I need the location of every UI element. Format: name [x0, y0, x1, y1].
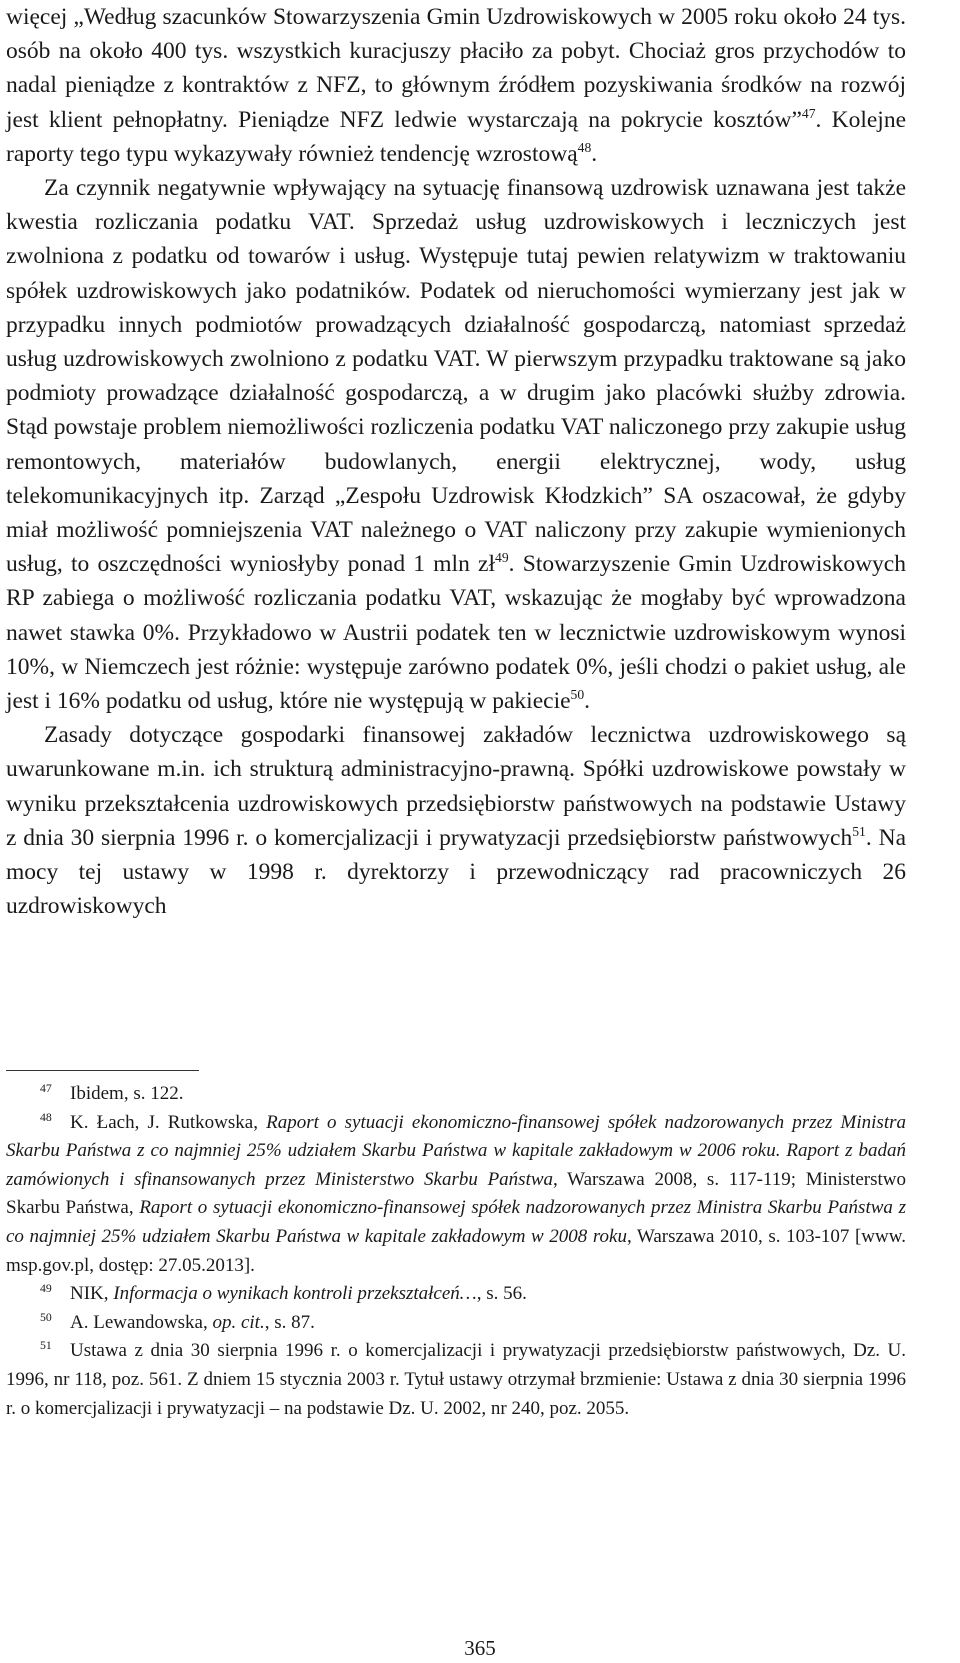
footnote-separator: [6, 1070, 199, 1071]
text-run: , Warszawa 2010, s. 103-107 [www. msp.gov.pl, dostęp: 27.05.2013].: [6, 1225, 906, 1276]
text-run: K. Łach, J. Rutkowska,: [70, 1111, 267, 1133]
text-run: Zasady dotyczące gospodarki finansowej zakładów lecznictwa uzdrowiskowego są uwarunkowane m.in. ich strukturą administracyjno-prawną. Spółki uzdrowiskowe powstały w wyniku przekształcenia uzdrowiskowych przedsiębiorstw państwowych na podstawie Ustawy z dnia 30 sierpnia 1996 r. o komercjalizacji i prywatyzacji przedsiębiorstw państwowych: [6, 722, 906, 851]
italic-title: op. cit.: [212, 1311, 265, 1333]
footnote-50: 50 A. Lewandowska, op. cit., s. 87.: [40, 1310, 315, 1333]
footnote-ref: 49: [495, 550, 509, 566]
footnote-51: 51 Ustawa z dnia 30 sierpnia 1996 r. o komercjalizacji i prywatyzacji przedsiębiorstw państwowych, Dz. U. 1996, nr 118, poz. 561. Z dniem 15 stycznia 2003 r. Tytuł ustawy otrzymał brzmienie: Ustawa z dnia 30 sierpnia 1996 r. o komercjalizacji i prywatyzacji – na podstawie Dz. U. 2002, nr 240, poz. 2055.: [6, 1339, 906, 1419]
footnote-ref: 48: [577, 139, 592, 155]
footnote-ref: 51: [852, 824, 866, 840]
text-run: . Stowarzyszenie Gmin Uzdrowiskowych RP zabiega o możliwość rozliczania podatku VAT, wskazując że mogłaby być wprowadzona nawet stawka 0%. Przykładowo w Austrii podatek ten w lecznictwie uzdrowiskowym wynosi 10%, w Niemczech jest różnie: występuje zarówno podatek 0%, jeśli chodzi o pakiet usług, ale jest i 16% podatku od usług, które nie występują w pakiecie: [6, 551, 906, 715]
paragraph-3: [6, 718, 906, 923]
text-run: . Na mocy tej ustawy w 1998 r. dyrektorzy i przewodniczący rad pracowniczych 26 uzdrowiskowych: [6, 824, 907, 920]
text-run: Ibidem, s. 122.: [70, 1083, 184, 1104]
body-text: [6, 0, 906, 923]
text-run: NIK,: [70, 1283, 114, 1305]
italic-title: Raport o sytuacji ekonomiczno-finansowej spółek nadzorowanych przez Ministra Skarbu Państwa z co najmniej 25% udziałem Skarbu Państwa w kapitale zakładowym w 2008 roku: [6, 1197, 907, 1247]
text-run: . Kolejne raporty tego typu wykazywały również tendencję wzrostową: [6, 106, 907, 167]
footnote-49: 49 NIK, Informacja o wynikach kontroli przekształceń…, s. 56.: [40, 1282, 527, 1305]
italic-title: Informacja o wynikach kontroli przekształceń…: [113, 1283, 477, 1305]
text-run: .: [591, 140, 598, 167]
text-run: A. Lewandowska,: [70, 1311, 213, 1333]
footnote-ref: 50: [570, 687, 585, 703]
text-run: Za czynnik negatywnie wpływający na sytuację finansową uzdrowisk uznawana jest także kwestia rozliczania podatku VAT. Sprzedaż usług uzdrowiskowych i leczniczych jest zwolniona z podatku od towarów i usług. Występuje tutaj pewien relatywizm w traktowaniu spółek uzdrowiskowych jako podatników. Podatek od nieruchomości wymierzany jest jak w przypadku innych podmiotów prowadzących działalność gospodarczą, natomiast sprzedaż usług uzdrowiskowych zwolniono z podatku VAT. W pierwszym przypadku traktowane są jako podmioty prowadzące działalność gospodarczą, a w drugim jako placówki służby zdrowia. Stąd powstaje problem niemożliwości rozliczenia podatku VAT naliczonego przy zakupie usług remontowych, materiałów budowlanych, energii elektrycznej, wody, usług telekomunikacyjnych itp. Zarząd „Zespołu Uzdrowisk Kłodzkich” SA oszacował, że gdyby miał możliwość pomniejszenia VAT należnego o VAT naliczony przy zakupie wymienionych usług, to oszczędności wyniosłyby ponad 1 mln zł: [6, 175, 906, 578]
footnote-ref: 47: [801, 105, 816, 121]
paragraph-2: [6, 171, 906, 718]
italic-title: Raport o sytuacji ekonomiczno-finansowej spółek nadzorowanych przez Ministra Skarbu Państwa z co najmniej 25% udziałem Skarbu Państwa w kapitale zakładowym w 2006 roku. Raport z badań zamówionych i sfinansowanych przez Ministerstwo Skarbu Państwa: [6, 1111, 907, 1190]
text-run: , Warszawa 2008, s. 117-119; Ministerstwo Skarbu Państwa,: [6, 1168, 906, 1219]
paragraph-1: [6, 0, 906, 171]
page-number: 365: [464, 1636, 496, 1660]
text-run: Ustawa z dnia 30 sierpnia 1996 r. o komercjalizacji i prywatyzacji przedsiębiorstw państwowych, Dz. U. 1996, nr 118, poz. 561. Z dniem 15 stycznia 2003 r. Tytuł ustawy otrzymał brzmienie: Ustawa z dnia 30 sierpnia 1996 r. o komercjalizacji i prywatyzacji – na podstawie Dz. U. 2002, nr 240, poz. 2055.: [6, 1340, 906, 1419]
footnote-48: 48 K. Łach, J. Rutkowska, Raport o sytuacji ekonomiczno-finansowej spółek nadzorowanych przez Ministra Skarbu Państwa z co najmniej 25% udziałem Skarbu Państwa w kapitale zakładowym w 2006 roku. Raport z badań zamówionych i sfinansowanych przez Ministerstwo Skarbu Państwa, Warszawa 2008, s. 117-119; Ministerstwo Skarbu Państwa, Raport o sytuacji ekonomiczno-finansowej spółek nadzorowanych przez Ministra Skarbu Państwa z co najmniej 25% udziałem Skarbu Państwa w kapitale zakładowym w 2008 roku, Warszawa 2010, s. 103-107 [www. msp.gov.pl, dostęp: 27.05.2013].: [6, 1110, 907, 1276]
text-run: .: [584, 688, 591, 715]
text-run: więcej „Według szacunków Stowarzyszenia Gmin Uzdrowiskowych w 2005 roku około 24 tys. osób na około 400 tys. wszystkich kuracjuszy płaciło za pobyt. Chociaż gros przychodów to nadal pieniądze z kontraktów z NFZ, to głównym źródłem pozyskiwania środków na rozwój jest klient pełnopłatny. Pieniądze NFZ ledwie wystarczają na pokrycie kosztów”: [6, 4, 906, 133]
text-run: , s. 56.: [476, 1283, 527, 1305]
footnote-47: 47 Ibidem, s. 122.: [40, 1081, 184, 1104]
footnotes: [6, 1080, 906, 1423]
text-run: , s. 87.: [264, 1311, 315, 1333]
